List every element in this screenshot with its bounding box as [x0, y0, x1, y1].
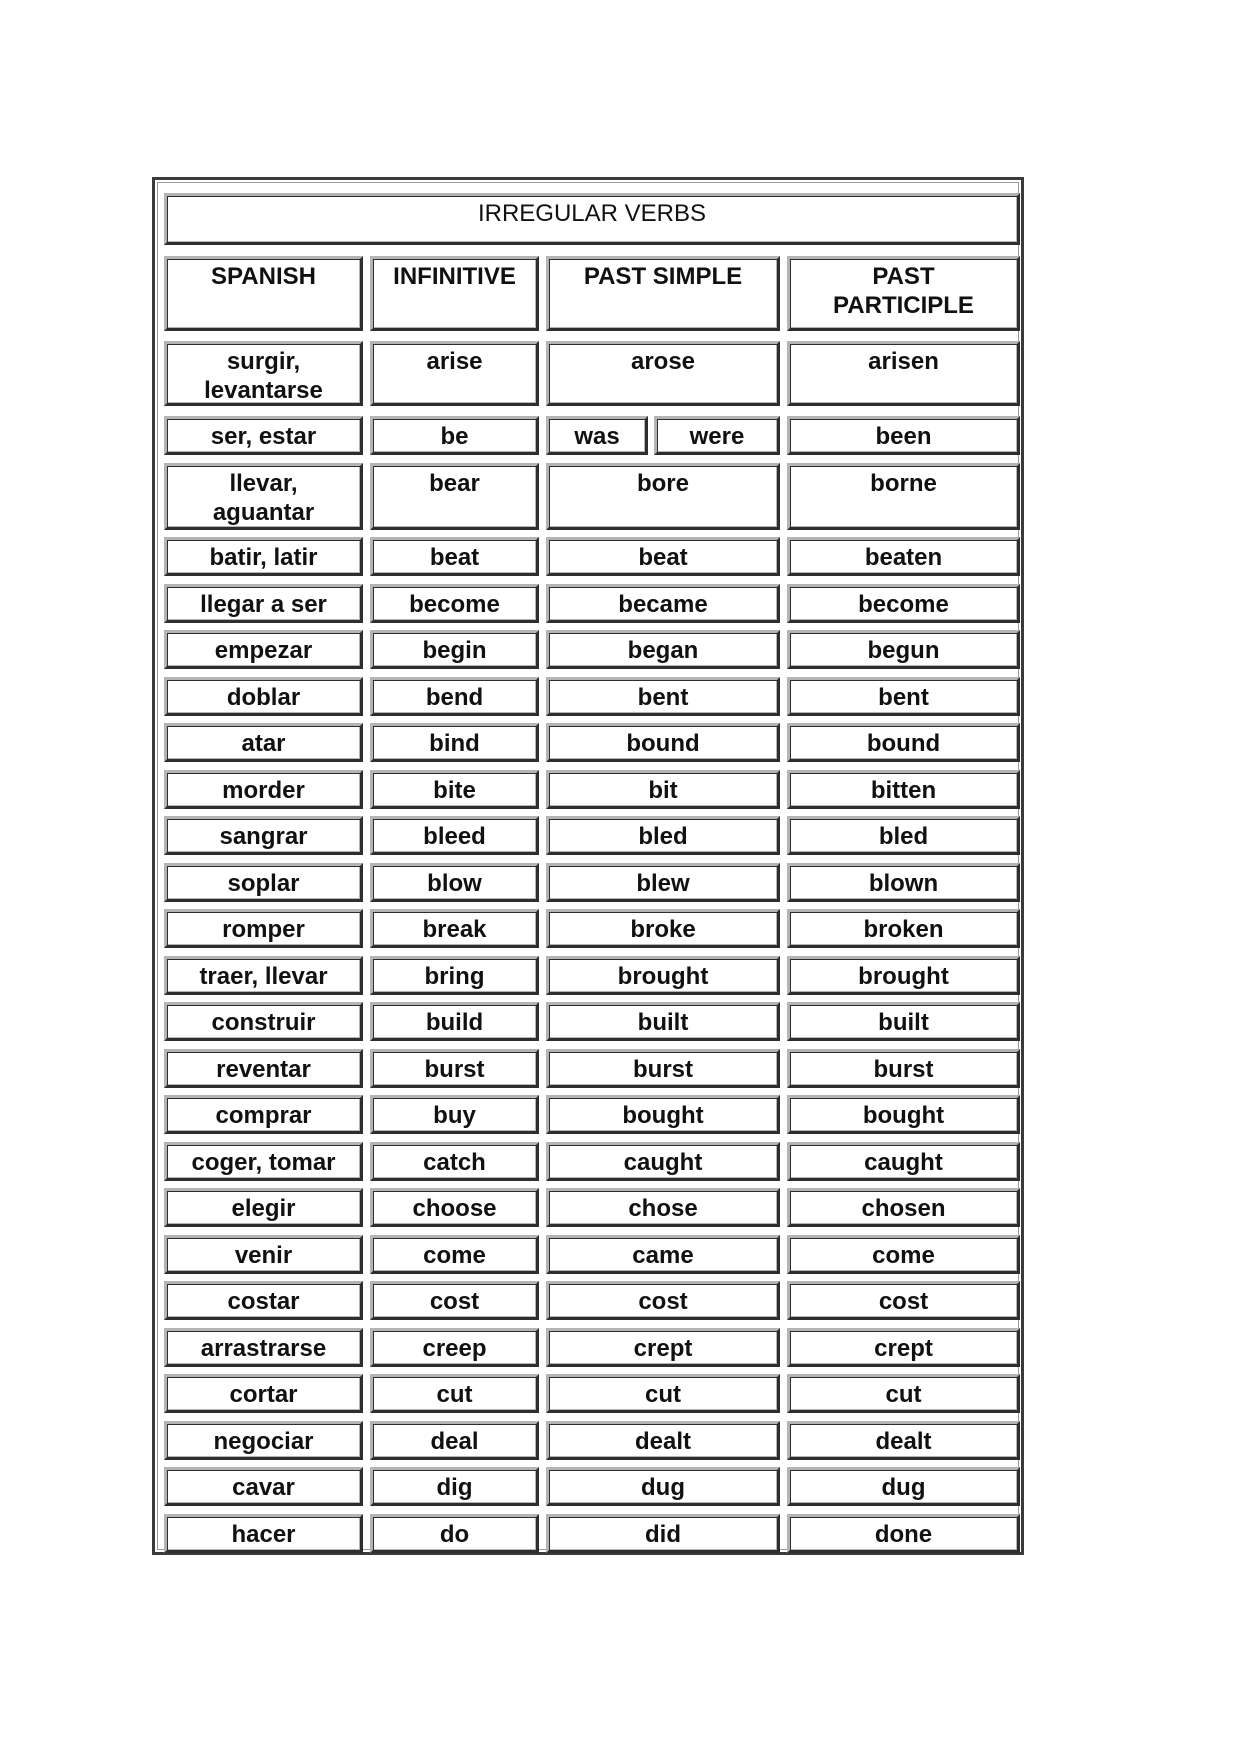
cell-spanish: ser, estar	[164, 416, 363, 455]
cell-past-simple-a: was	[546, 416, 648, 455]
cell-past-simple: bled	[546, 816, 780, 855]
cell-past-simple: bore	[546, 463, 780, 530]
cell-spanish: atar	[164, 723, 363, 762]
cell-past-participle: cost	[787, 1281, 1020, 1320]
cell-past-participle: been	[787, 416, 1020, 455]
cell-past-simple: bent	[546, 677, 780, 716]
cell-spanish: soplar	[164, 863, 363, 902]
cell-past-participle: chosen	[787, 1188, 1020, 1227]
cell-past-simple: built	[546, 1002, 780, 1041]
cell-past-participle: come	[787, 1235, 1020, 1274]
cell-spanish: cavar	[164, 1467, 363, 1506]
cell-infinitive: bear	[370, 463, 539, 530]
cell-spanish: coger, tomar	[164, 1142, 363, 1181]
header-infinitive: INFINITIVE	[370, 256, 539, 331]
cell-past-simple: did	[546, 1514, 780, 1553]
cell-infinitive: blow	[370, 863, 539, 902]
cell-past-simple-b: were	[654, 416, 780, 455]
cell-spanish: venir	[164, 1235, 363, 1274]
cell-past-simple: blew	[546, 863, 780, 902]
cell-spanish: batir, latir	[164, 537, 363, 576]
cell-infinitive: deal	[370, 1421, 539, 1460]
cell-spanish: elegir	[164, 1188, 363, 1227]
cell-past-simple: dealt	[546, 1421, 780, 1460]
cell-infinitive: bite	[370, 770, 539, 809]
cell-past-participle: brought	[787, 956, 1020, 995]
header-past-simple: PAST SIMPLE	[546, 256, 780, 331]
cell-spanish: arrastrarse	[164, 1328, 363, 1367]
cell-spanish: romper	[164, 909, 363, 948]
cell-infinitive: become	[370, 584, 539, 623]
cell-past-simple: caught	[546, 1142, 780, 1181]
cell-spanish: llevar, aguantar	[164, 463, 363, 530]
cell-past-simple: began	[546, 630, 780, 669]
cell-past-participle: built	[787, 1002, 1020, 1041]
cell-past-simple: bit	[546, 770, 780, 809]
cell-infinitive: burst	[370, 1049, 539, 1088]
cell-infinitive: choose	[370, 1188, 539, 1227]
cell-past-participle: cut	[787, 1374, 1020, 1413]
cell-past-participle: bought	[787, 1095, 1020, 1134]
cell-past-participle: dealt	[787, 1421, 1020, 1460]
table-title: IRREGULAR VERBS	[164, 193, 1020, 245]
cell-spanish: surgir, levantarse	[164, 341, 363, 406]
cell-past-participle: bent	[787, 677, 1020, 716]
cell-spanish: cortar	[164, 1374, 363, 1413]
cell-spanish: reventar	[164, 1049, 363, 1088]
cell-spanish: doblar	[164, 677, 363, 716]
cell-past-simple: arose	[546, 341, 780, 406]
cell-past-participle: broken	[787, 909, 1020, 948]
cell-spanish: traer, llevar	[164, 956, 363, 995]
cell-spanish: negociar	[164, 1421, 363, 1460]
cell-infinitive: bring	[370, 956, 539, 995]
cell-past-simple: dug	[546, 1467, 780, 1506]
header-past-participle: PAST PARTICIPLE	[787, 256, 1020, 331]
cell-infinitive: be	[370, 416, 539, 455]
cell-past-participle: borne	[787, 463, 1020, 530]
cell-spanish: morder	[164, 770, 363, 809]
cell-past-simple: burst	[546, 1049, 780, 1088]
cell-past-participle: beaten	[787, 537, 1020, 576]
cell-infinitive: begin	[370, 630, 539, 669]
cell-infinitive: cut	[370, 1374, 539, 1413]
cell-past-simple: brought	[546, 956, 780, 995]
cell-past-simple: cost	[546, 1281, 780, 1320]
cell-infinitive: build	[370, 1002, 539, 1041]
cell-past-participle: bled	[787, 816, 1020, 855]
cell-infinitive: arise	[370, 341, 539, 406]
cell-infinitive: beat	[370, 537, 539, 576]
cell-past-participle: dug	[787, 1467, 1020, 1506]
cell-spanish: construir	[164, 1002, 363, 1041]
cell-infinitive: bend	[370, 677, 539, 716]
cell-past-participle: done	[787, 1514, 1020, 1553]
cell-past-simple: bound	[546, 723, 780, 762]
cell-past-simple: beat	[546, 537, 780, 576]
cell-past-participle: bitten	[787, 770, 1020, 809]
cell-past-participle: blown	[787, 863, 1020, 902]
cell-spanish: hacer	[164, 1514, 363, 1553]
cell-spanish: empezar	[164, 630, 363, 669]
cell-infinitive: break	[370, 909, 539, 948]
cell-past-participle: caught	[787, 1142, 1020, 1181]
cell-infinitive: come	[370, 1235, 539, 1274]
cell-infinitive: buy	[370, 1095, 539, 1134]
cell-infinitive: catch	[370, 1142, 539, 1181]
cell-infinitive: do	[370, 1514, 539, 1553]
cell-past-participle: arisen	[787, 341, 1020, 406]
cell-past-simple: came	[546, 1235, 780, 1274]
cell-past-simple: chose	[546, 1188, 780, 1227]
cell-past-participle: bound	[787, 723, 1020, 762]
irregular-verbs-table	[152, 177, 1024, 1555]
cell-past-simple: became	[546, 584, 780, 623]
cell-spanish: comprar	[164, 1095, 363, 1134]
cell-past-simple: bought	[546, 1095, 780, 1134]
cell-spanish: sangrar	[164, 816, 363, 855]
cell-spanish: costar	[164, 1281, 363, 1320]
cell-past-simple: cut	[546, 1374, 780, 1413]
cell-infinitive: creep	[370, 1328, 539, 1367]
cell-past-participle: burst	[787, 1049, 1020, 1088]
header-spanish: SPANISH	[164, 256, 363, 331]
cell-infinitive: dig	[370, 1467, 539, 1506]
cell-past-simple: crept	[546, 1328, 780, 1367]
cell-past-participle: begun	[787, 630, 1020, 669]
cell-infinitive: bind	[370, 723, 539, 762]
cell-past-simple: broke	[546, 909, 780, 948]
cell-spanish: llegar a ser	[164, 584, 363, 623]
cell-past-participle: crept	[787, 1328, 1020, 1367]
cell-past-participle: become	[787, 584, 1020, 623]
cell-infinitive: bleed	[370, 816, 539, 855]
cell-infinitive: cost	[370, 1281, 539, 1320]
